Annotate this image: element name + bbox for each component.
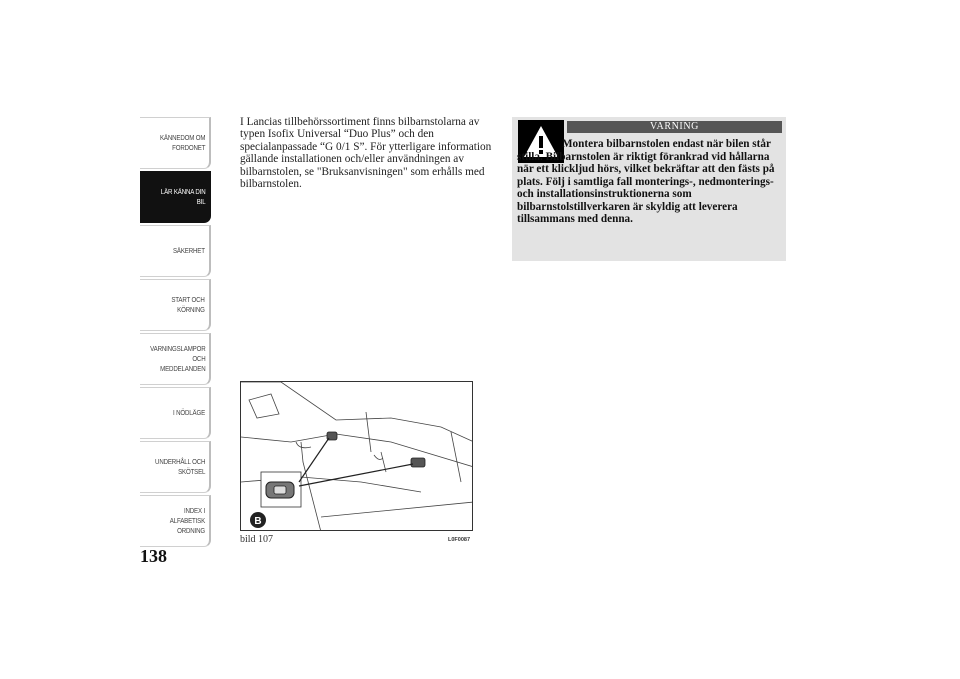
tab-varningslampor[interactable] [140, 333, 211, 385]
warning-text: Montera bilbarnstolen endast när bilen står stilla. Bilbarnstolen är riktigt förankrad vid hållarna när ett klickljud hörs, vilket bekräftar att den fästs på plats. Följ i samtliga fall monterings-, nedmonterings- och installationsinstruktionerna som bilbarnstolstillverkaren är skyldig att leverera tillsammans med denna. [517, 138, 775, 225]
warning-heading: VARNING [649, 121, 700, 132]
warning-box [512, 117, 786, 261]
tab-label: START OCH KÖRNING [171, 295, 205, 314]
tab-kannedom-om-fordonet[interactable] [140, 117, 211, 169]
isofix-illustration [241, 382, 473, 531]
tab-label: I NÖDLÄGE [172, 408, 205, 417]
tab-label: SÄKERHET [173, 246, 205, 255]
tab-sakerhet[interactable] [140, 225, 211, 277]
tab-i-nodlage[interactable] [140, 387, 211, 439]
tab-label: INDEX I ALFABETISK ORDNING [169, 506, 205, 535]
tab-label: UNDERHÅLL OCH SKÖTSEL [154, 457, 205, 476]
tab-start-och-korning[interactable] [140, 279, 211, 331]
intro-paragraph: I Lancias tillbehörssortiment finns bilbarnstolarna av typen Isofix Universal “Duo Plus” och den specialanpassade “G 0/1 S”. För ytterligare information gällande installationen och/eller användningen av bilbarnstolen, se "Bruksanvisningen" som erhålls med bilbarnstolen. [240, 116, 492, 191]
tab-label: LÄR KÄNNA DIN BIL [160, 187, 205, 206]
tab-underhall-och-skotsel[interactable] [140, 441, 211, 493]
tab-lar-kanna-din-bil[interactable] [140, 171, 211, 223]
tab-index[interactable] [140, 495, 211, 547]
figure-isofix-anchors [240, 381, 473, 531]
tab-label: KÄNNEDOM OM FORDONET [159, 133, 205, 152]
marker-b-label: B [254, 516, 262, 527]
figure-caption: bild 107 [240, 534, 274, 545]
page-number: 138 [140, 546, 167, 566]
tab-label: VARNINGSLAMPOR OCH MEDDELANDEN [149, 344, 205, 373]
figure-code: L0F0087 [448, 537, 471, 543]
